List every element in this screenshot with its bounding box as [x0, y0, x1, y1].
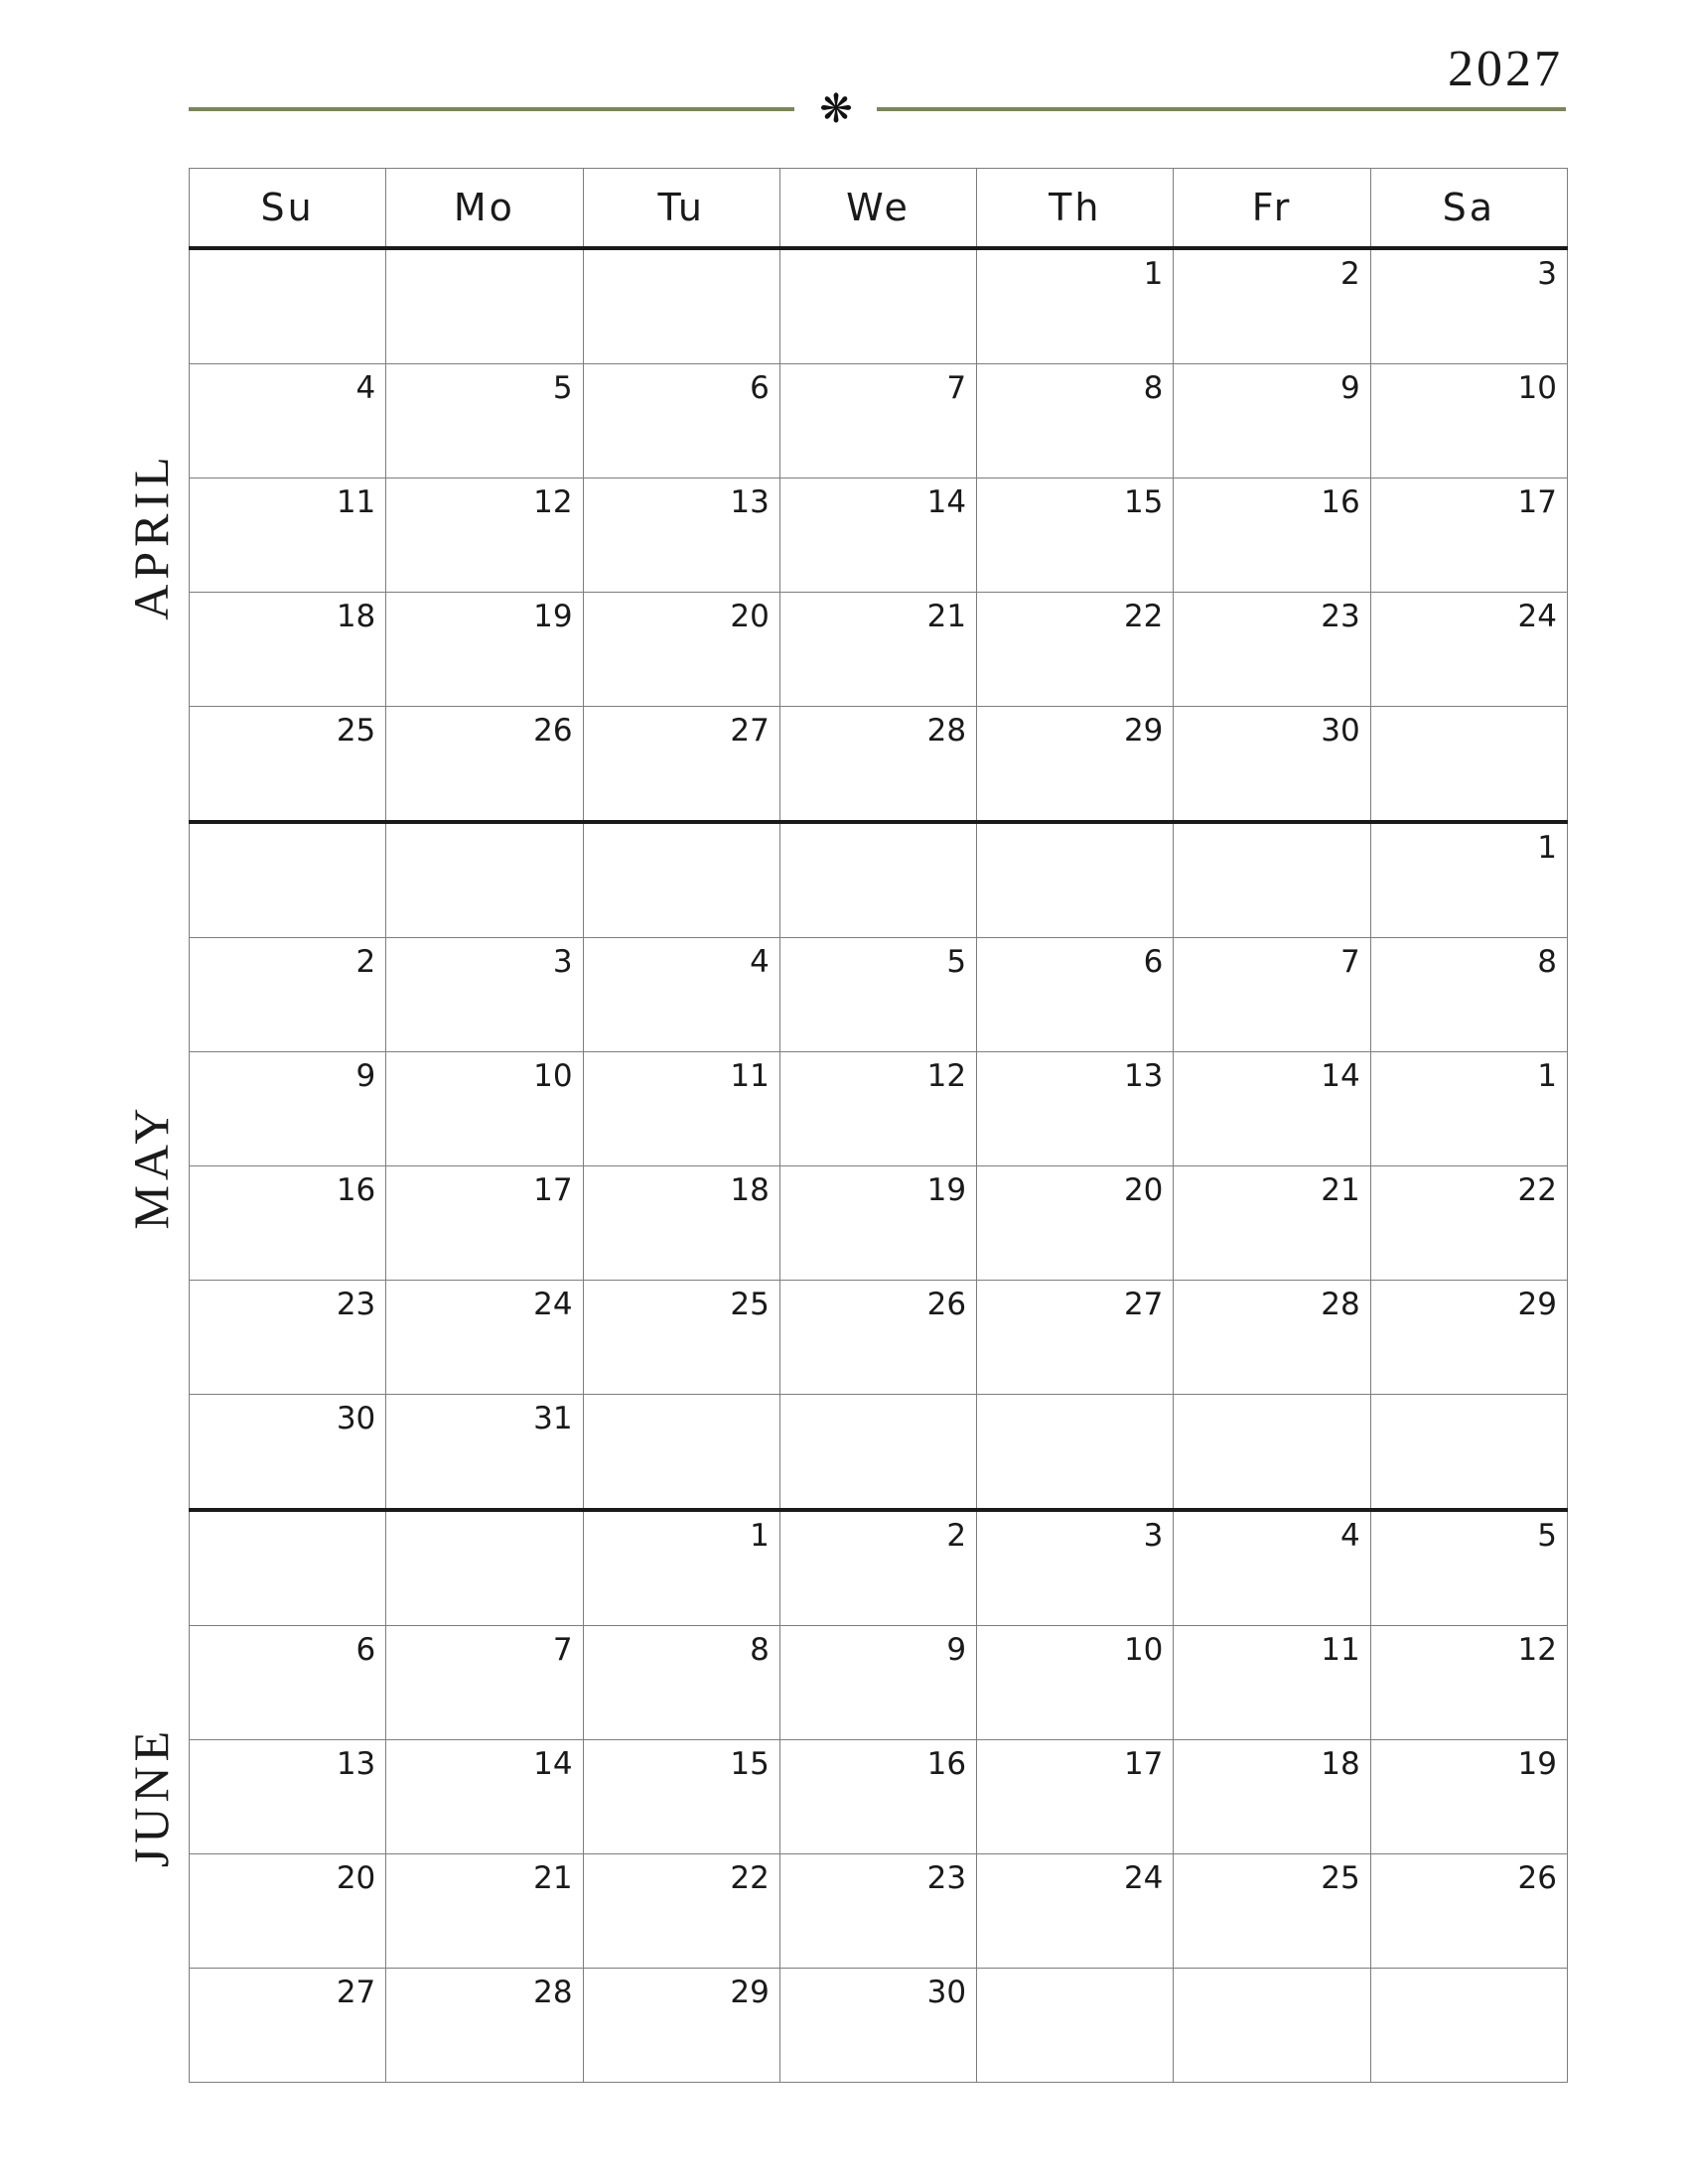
day-cell[interactable]: [1174, 1052, 1370, 1166]
day-cell[interactable]: [1174, 1854, 1370, 1969]
month-label-may: MAY: [123, 1103, 179, 1230]
day-cell[interactable]: [779, 1969, 976, 2083]
day-number: 13: [1123, 1058, 1164, 1094]
day-cell[interactable]: [1174, 1969, 1370, 2083]
day-number: 30: [1321, 713, 1360, 749]
day-cell[interactable]: [386, 1626, 583, 1740]
day-cell[interactable]: [1174, 1510, 1370, 1626]
day-number: 8: [750, 1632, 770, 1668]
day-cell[interactable]: [977, 1510, 1174, 1626]
day-cell[interactable]: [583, 1740, 779, 1854]
header-rule-right: [877, 107, 1566, 111]
day-cell[interactable]: [583, 707, 779, 823]
day-number: 29: [1517, 1287, 1557, 1322]
day-number: 21: [926, 599, 967, 634]
day-cell[interactable]: [386, 1510, 583, 1626]
day-number: 8: [1143, 370, 1164, 406]
week-row: [190, 593, 1568, 707]
day-number: [1163, 846, 1173, 852]
day-number: 19: [533, 599, 573, 634]
day-number: 22: [1123, 599, 1164, 634]
day-number: 27: [336, 1975, 376, 2010]
day-number: 6: [750, 370, 770, 406]
day-number: 15: [1123, 484, 1164, 520]
week-row: [190, 478, 1568, 593]
day-cell[interactable]: [190, 707, 386, 823]
day-cell[interactable]: [1370, 1740, 1567, 1854]
day-number: 28: [533, 1975, 573, 2010]
day-number: 19: [1517, 1746, 1557, 1782]
day-cell[interactable]: [779, 364, 976, 478]
day-number: 2: [946, 1518, 967, 1554]
day-number: 20: [336, 1860, 376, 1896]
day-number: [375, 1534, 385, 1540]
weekday-header: Th: [977, 169, 1174, 249]
day-number: [1360, 1417, 1370, 1423]
day-cell[interactable]: [779, 248, 976, 364]
day-cell[interactable]: [190, 364, 386, 478]
month-label-june: JUNE: [123, 1726, 179, 1868]
day-cell[interactable]: [1370, 938, 1567, 1052]
weekday-header-row: [190, 169, 1568, 249]
day-number: 1: [1537, 1058, 1557, 1094]
day-number: 26: [926, 1287, 967, 1322]
day-cell[interactable]: [977, 1166, 1174, 1281]
day-cell[interactable]: [1370, 1626, 1567, 1740]
day-number: 24: [533, 1287, 573, 1322]
week-row: [190, 707, 1568, 823]
day-number: 9: [1339, 370, 1360, 406]
day-number: 3: [1537, 256, 1557, 292]
day-cell[interactable]: [977, 1052, 1174, 1166]
day-cell[interactable]: [190, 1969, 386, 2083]
day-number: 26: [1517, 1860, 1557, 1896]
day-number: 28: [926, 713, 967, 749]
week-row: [190, 1626, 1568, 1740]
day-number: 4: [355, 370, 376, 406]
day-number: 26: [533, 713, 573, 749]
day-cell[interactable]: [583, 1854, 779, 1969]
day-number: 14: [1321, 1058, 1360, 1094]
day-cell[interactable]: [190, 1510, 386, 1626]
day-number: [1557, 1990, 1567, 1996]
day-cell[interactable]: [779, 1740, 976, 1854]
day-number: 27: [1123, 1287, 1164, 1322]
day-cell[interactable]: [779, 1854, 976, 1969]
day-number: 10: [1123, 1632, 1164, 1668]
week-row: [190, 1854, 1568, 1969]
day-cell[interactable]: [1174, 938, 1370, 1052]
day-cell[interactable]: [1174, 364, 1370, 478]
day-cell[interactable]: [386, 593, 583, 707]
weekday-header: Su: [190, 169, 386, 249]
day-cell[interactable]: [1174, 593, 1370, 707]
day-cell[interactable]: [977, 364, 1174, 478]
day-number: 6: [355, 1632, 376, 1668]
day-cell[interactable]: [1370, 1969, 1567, 2083]
day-cell[interactable]: [190, 1854, 386, 1969]
day-number: 11: [730, 1058, 770, 1094]
day-number: 13: [336, 1746, 376, 1782]
day-cell[interactable]: [190, 593, 386, 707]
day-cell[interactable]: [1174, 1740, 1370, 1854]
day-number: 12: [533, 484, 573, 520]
day-cell[interactable]: [1370, 1854, 1567, 1969]
day-number: 23: [336, 1287, 376, 1322]
day-number: [1557, 1417, 1567, 1423]
day-number: 2: [1339, 256, 1360, 292]
day-cell[interactable]: [1370, 1510, 1567, 1626]
week-row: [190, 1969, 1568, 2083]
day-number: 16: [1321, 484, 1360, 520]
day-number: [770, 846, 779, 852]
day-number: [375, 272, 385, 278]
day-cell[interactable]: [190, 1281, 386, 1395]
day-cell[interactable]: [190, 1052, 386, 1166]
day-number: 16: [926, 1746, 967, 1782]
day-cell[interactable]: [190, 478, 386, 593]
day-cell[interactable]: [583, 1166, 779, 1281]
day-number: 11: [336, 484, 376, 520]
day-number: 25: [730, 1287, 770, 1322]
day-number: 7: [1339, 944, 1360, 980]
day-number: 2: [355, 944, 376, 980]
day-number: 29: [730, 1975, 770, 2010]
day-cell[interactable]: [583, 1052, 779, 1166]
day-cell[interactable]: [583, 1281, 779, 1395]
calendar-grid: [189, 168, 1568, 2083]
day-number: 22: [730, 1860, 770, 1896]
month-label-april: APRIL: [123, 452, 179, 620]
day-number: [1360, 846, 1370, 852]
day-cell[interactable]: [779, 1626, 976, 1740]
day-number: 4: [750, 944, 770, 980]
day-cell[interactable]: [386, 1969, 583, 2083]
day-number: 1: [1537, 830, 1557, 866]
day-cell[interactable]: [386, 1740, 583, 1854]
week-row: [190, 1166, 1568, 1281]
day-number: 28: [1321, 1287, 1360, 1322]
day-cell[interactable]: [1370, 248, 1567, 364]
day-number: [966, 846, 976, 852]
day-number: 30: [926, 1975, 967, 2010]
day-cell[interactable]: [977, 1969, 1174, 2083]
day-number: [1360, 1990, 1370, 1996]
week-row: [190, 364, 1568, 478]
day-number: [966, 1417, 976, 1423]
week-row: [190, 1281, 1568, 1395]
day-cell[interactable]: [190, 248, 386, 364]
day-cell[interactable]: [1370, 707, 1567, 823]
day-number: 21: [1321, 1172, 1360, 1208]
day-cell[interactable]: [190, 938, 386, 1052]
day-cell[interactable]: [1370, 1281, 1567, 1395]
day-cell[interactable]: [386, 1854, 583, 1969]
day-number: 12: [926, 1058, 967, 1094]
day-cell[interactable]: [779, 707, 976, 823]
day-cell[interactable]: [583, 1969, 779, 2083]
day-number: 17: [1123, 1746, 1164, 1782]
day-cell[interactable]: [779, 1510, 976, 1626]
day-number: 9: [946, 1632, 967, 1668]
day-number: [573, 1534, 583, 1540]
day-cell[interactable]: [779, 1166, 976, 1281]
day-cell[interactable]: [1370, 1166, 1567, 1281]
day-number: 18: [1321, 1746, 1360, 1782]
day-cell[interactable]: [583, 938, 779, 1052]
week-row: [190, 1395, 1568, 1511]
day-cell[interactable]: [1370, 593, 1567, 707]
day-cell[interactable]: [1370, 478, 1567, 593]
day-number: 19: [926, 1172, 967, 1208]
weekday-header: We: [779, 169, 976, 249]
day-cell[interactable]: [583, 1626, 779, 1740]
day-number: 12: [1517, 1632, 1557, 1668]
day-number: 23: [926, 1860, 967, 1896]
day-cell[interactable]: [583, 593, 779, 707]
week-row: [190, 1510, 1568, 1626]
week-row: [190, 1740, 1568, 1854]
day-cell[interactable]: [977, 1740, 1174, 1854]
day-cell[interactable]: [1174, 248, 1370, 364]
day-cell[interactable]: [977, 707, 1174, 823]
day-cell[interactable]: [1370, 822, 1567, 938]
day-number: 3: [1143, 1518, 1164, 1554]
day-cell[interactable]: [583, 822, 779, 938]
day-cell[interactable]: [583, 478, 779, 593]
day-number: 6: [1143, 944, 1164, 980]
day-cell[interactable]: [190, 1740, 386, 1854]
day-number: 22: [1517, 1172, 1557, 1208]
day-number: 1: [1143, 256, 1164, 292]
day-number: 11: [1321, 1632, 1360, 1668]
day-cell[interactable]: [779, 1395, 976, 1511]
day-number: 23: [1321, 599, 1360, 634]
day-number: 7: [946, 370, 967, 406]
day-cell[interactable]: [1370, 1395, 1567, 1511]
day-number: [966, 272, 976, 278]
day-cell[interactable]: [386, 1281, 583, 1395]
day-cell[interactable]: [190, 1166, 386, 1281]
day-number: 29: [1123, 713, 1164, 749]
day-number: 21: [533, 1860, 573, 1896]
weekday-header: Sa: [1370, 169, 1567, 249]
day-number: 5: [552, 370, 573, 406]
weekday-header: Fr: [1174, 169, 1370, 249]
day-number: [375, 846, 385, 852]
day-number: 13: [730, 484, 770, 520]
day-cell[interactable]: [386, 938, 583, 1052]
day-cell[interactable]: [779, 1052, 976, 1166]
day-number: 10: [1517, 370, 1557, 406]
day-cell[interactable]: [779, 938, 976, 1052]
day-number: 8: [1537, 944, 1557, 980]
week-row: [190, 822, 1568, 938]
day-cell[interactable]: [386, 1052, 583, 1166]
day-cell[interactable]: [977, 593, 1174, 707]
week-row: [190, 248, 1568, 364]
day-number: 3: [552, 944, 573, 980]
day-cell[interactable]: [977, 1626, 1174, 1740]
day-cell[interactable]: [1370, 1052, 1567, 1166]
day-cell[interactable]: [190, 1626, 386, 1740]
day-cell[interactable]: [1174, 1281, 1370, 1395]
day-cell[interactable]: [1174, 822, 1370, 938]
day-cell[interactable]: [386, 1166, 583, 1281]
day-number: 16: [336, 1172, 376, 1208]
day-cell[interactable]: [977, 1854, 1174, 1969]
week-row: [190, 1052, 1568, 1166]
day-cell[interactable]: [977, 822, 1174, 938]
day-number: 31: [533, 1401, 573, 1436]
day-cell[interactable]: [779, 822, 976, 938]
weekday-header: Tu: [583, 169, 779, 249]
day-number: [1163, 1417, 1173, 1423]
asterisk-icon: ❋: [819, 86, 853, 132]
day-cell[interactable]: [1174, 707, 1370, 823]
day-cell[interactable]: [1174, 478, 1370, 593]
day-cell[interactable]: [583, 1510, 779, 1626]
day-cell[interactable]: [1174, 1626, 1370, 1740]
day-cell[interactable]: [977, 1395, 1174, 1511]
day-number: [1557, 729, 1567, 735]
day-cell[interactable]: [190, 1395, 386, 1511]
day-number: 9: [355, 1058, 376, 1094]
day-number: 15: [730, 1746, 770, 1782]
day-number: 14: [926, 484, 967, 520]
day-number: 18: [336, 599, 376, 634]
day-cell[interactable]: [386, 364, 583, 478]
day-number: 25: [1321, 1860, 1360, 1896]
day-number: 10: [533, 1058, 573, 1094]
day-cell[interactable]: [386, 822, 583, 938]
day-cell[interactable]: [1174, 1395, 1370, 1511]
day-cell[interactable]: [779, 478, 976, 593]
day-cell[interactable]: [977, 248, 1174, 364]
day-number: 17: [1517, 484, 1557, 520]
day-number: 14: [533, 1746, 573, 1782]
day-cell[interactable]: [386, 1395, 583, 1511]
day-cell[interactable]: [386, 478, 583, 593]
day-cell[interactable]: [583, 248, 779, 364]
day-number: [770, 272, 779, 278]
day-cell[interactable]: [1370, 364, 1567, 478]
day-cell[interactable]: [977, 1281, 1174, 1395]
day-number: [770, 1417, 779, 1423]
day-cell[interactable]: [977, 478, 1174, 593]
day-cell[interactable]: [583, 364, 779, 478]
day-cell[interactable]: [583, 1395, 779, 1511]
header-rule-left: [189, 107, 794, 111]
day-cell[interactable]: [977, 938, 1174, 1052]
day-cell[interactable]: [190, 822, 386, 938]
day-number: 18: [730, 1172, 770, 1208]
day-cell[interactable]: [386, 707, 583, 823]
day-number: 20: [730, 599, 770, 634]
day-number: 4: [1339, 1518, 1360, 1554]
day-number: [573, 272, 583, 278]
day-cell[interactable]: [1174, 1166, 1370, 1281]
day-number: 24: [1123, 1860, 1164, 1896]
day-number: 7: [552, 1632, 573, 1668]
day-number: 1: [750, 1518, 770, 1554]
day-number: 5: [1537, 1518, 1557, 1554]
day-number: [573, 846, 583, 852]
day-number: 30: [336, 1401, 376, 1436]
week-row: [190, 938, 1568, 1052]
day-cell[interactable]: [386, 248, 583, 364]
day-cell[interactable]: [779, 1281, 976, 1395]
day-number: 24: [1517, 599, 1557, 634]
day-number: 20: [1123, 1172, 1164, 1208]
day-number: [1163, 1990, 1173, 1996]
day-number: 25: [336, 713, 376, 749]
day-number: 5: [946, 944, 967, 980]
weekday-header: Mo: [386, 169, 583, 249]
year-label: 2027: [1448, 41, 1563, 97]
day-number: 17: [533, 1172, 573, 1208]
day-number: 27: [730, 713, 770, 749]
day-cell[interactable]: [779, 593, 976, 707]
